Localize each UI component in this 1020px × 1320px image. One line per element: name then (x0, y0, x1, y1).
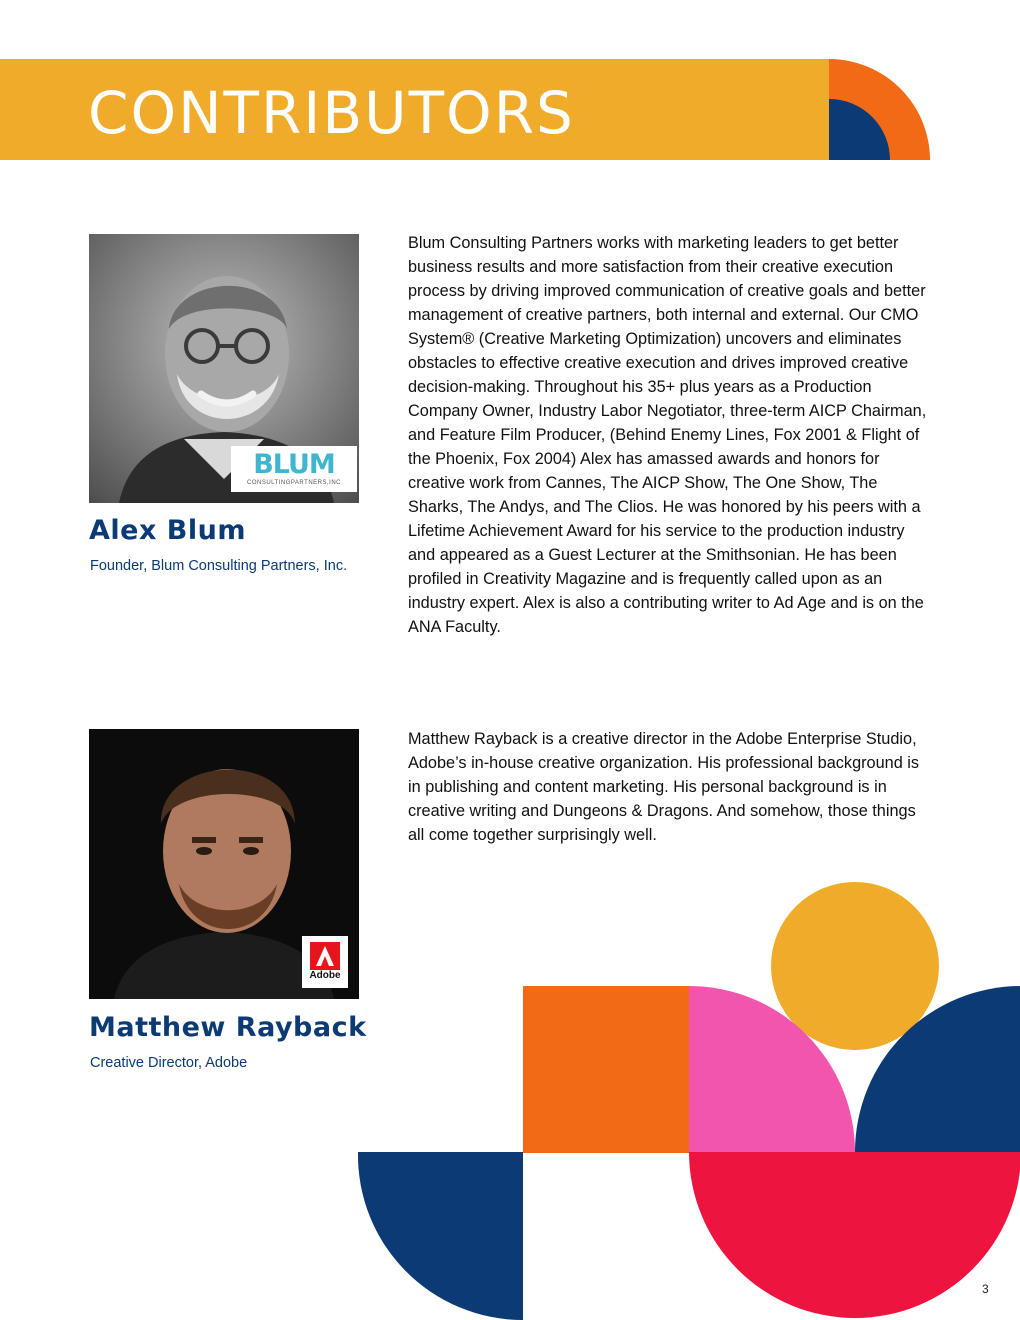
red-half-circle (689, 1152, 1020, 1318)
navy-quarter-circle-left (358, 1152, 523, 1320)
contributor-bio: Blum Consulting Partners works with marketing leaders to get better business results and more satisfaction from their creative execution process by driving improved communication of creative goals and better management of creative partners, both internal and external. Our CMO System® (Creative Marketing Optimization) uncovers and eliminates obstacles to effective creative execution and drives improved creative decision-making. Throughout his 35+ plus years as a Production Company Owner, Industry Labor Negotiator, three-term AICP Chairman, and Feature Film Producer, (Behind Enemy Lines, Fox 2001 & Flight of the Phoenix, Fox 2004) Alex has amassed awards and honors for creative work from Cannes, The AICP Show, The One Show, The Sharks, The Andys, and The Clios. He was honored by his peers with a Lifetime Achievement Award for his service to the production industry and appeared as a Guest Lecturer at the Smithsonian. He has been profiled in Creativity Magazine and is frequently called upon as an industry expert. Alex is also a contributing writer to Ad Age and is on the ANA Faculty. (408, 234, 927, 636)
contributor-name: Alex Blum (89, 515, 246, 546)
page-title: CONTRIBUTORS (88, 79, 575, 147)
contributor-role: Creative Director, Adobe (90, 1055, 248, 1071)
contributor-name: Matthew Rayback (89, 1012, 367, 1043)
blum-logo-subtext: CONSULTINGPARTNERS,INC (246, 480, 341, 486)
gold-circle (771, 882, 939, 1050)
blum-logo-text: BLUM (253, 449, 335, 480)
adobe-logo-text: Adobe (309, 970, 341, 981)
contributor-role: Founder, Blum Consulting Partners, Inc. (90, 558, 348, 574)
page-number: 3 (982, 1282, 989, 1296)
contributor-bio: Matthew Rayback is a creative director in the Adobe Enterprise Studio, Adobe’s in-house creative organization. His professional background is in publishing and content marketing. His personal background is in creative writing and Dungeons & Dragons. And somehow, those things all come together surprisingly well. (408, 730, 920, 844)
orange-square (523, 986, 689, 1153)
